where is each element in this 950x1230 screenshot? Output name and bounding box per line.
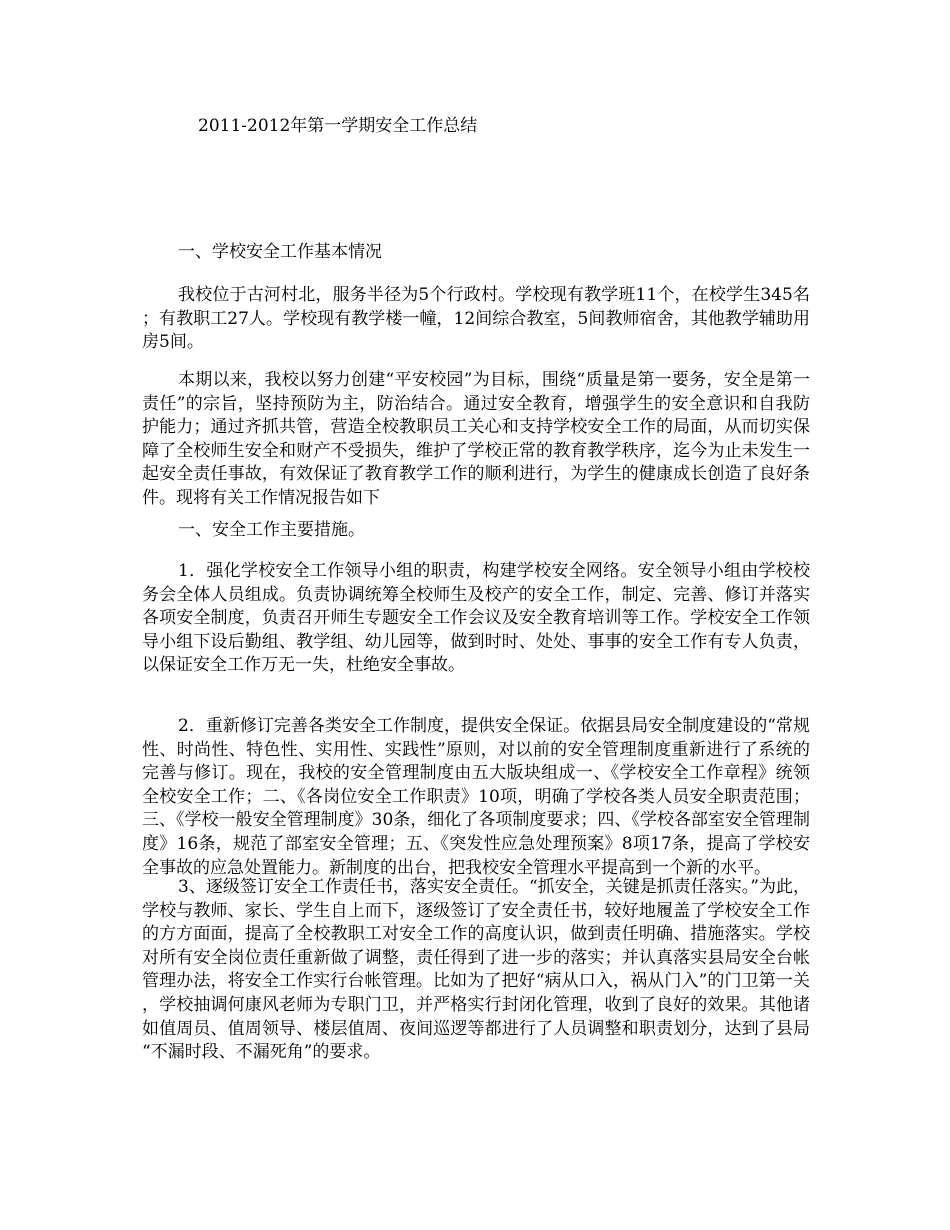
section-heading-basic-situation: 一、学校安全工作基本情况 [178, 242, 382, 262]
paragraph-measure-1: 1．强化学校安全工作领导小组的职责，构建学校安全网络。安全领导小组由学校校务会全体人员组成。负责协调统筹全校师生及校产的安全工作，制定、完善、修订并落实各项安全制度，负责召开师生专题安全工作会议及安全教育培训等工作。学校安全工作领导小组下设后勤组、教学组、幼儿园等，做到时时、处处、事事的安全工作有专人负责，以保证安全工作万无一失，杜绝安全事故。 [142, 561, 810, 676]
paragraph-school-basic-info: 我校位于古河村北，服务半径为5个行政村。学校现有教学班11个，在校学生345名；有教职工27人。学校现有教学楼一幢，12间综合教室，5间教师宿舍，其他教学辅助用房5间。 [142, 285, 810, 353]
section-heading-main-measures: 一、安全工作主要措施。 [178, 520, 365, 540]
paragraph-measure-2: 2．重新修订完善各类安全工作制度，提供安全保证。依据县局安全制度建设的“常规性、时尚性、特色性、实用性、实践性”原则，对以前的安全管理制度重新进行了系统的完善与修订。现在，我校的安全管理制度由五大版块组成一、《学校安全工作章程》统领全校安全工作；二、《各岗位安全工作职责》10项，明确了学校各类人员安全职责范围；三、《学校一般安全管理制度》30条，细化了各项制度要求；四、《学校各部室安全管理制度》16条，规范了部室安全管理；五、《突发性应急处理预案》8项17条，提高了学校安全事故的应急处置能力。新制度的出台，把我校安全管理水平提高到一个新的水平。 [142, 716, 810, 878]
document-title: 2011-2012年第一学期安全工作总结 [198, 116, 478, 136]
paragraph-introduction: 本期以来，我校以努力创建“平安校园”为目标，围绕“质量是第一要务，安全是第一责任”的宗旨，坚持预防为主，防治结合。通过安全教育，增强学生的安全意识和自我防护能力；通过齐抓共管，营造全校教职员工关心和支持学校安全工作的局面，从而切实保障了全校师生安全和财产不受损失，维护了学校正常的教育教学秩序，迄今为止未发生一起安全责任事故，有效保证了教育教学工作的顺利进行，为学生的健康成长创造了良好条件。现将有关工作情况报告如下 [142, 370, 810, 508]
paragraph-measure-3: 3、逐级签订安全工作责任书，落实安全责任。“抓安全，关键是抓责任落实。”为此，学校与教师、家长、学生自上而下，逐级签订了安全责任书，较好地履盖了学校安全工作的方方面面，提高了全校教职工对安全工作的高度认识，做到责任明确、措施落实。学校对所有安全岗位责任重新做了调整，责任得到了进一步的落实；并认真落实县局安全台帐管理办法，将安全工作实行台帐管理。比如为了把好“病从口入，祸从门入”的门卫第一关，学校抽调何康风老师为专职门卫，并严格实行封闭化管理，收到了良好的效果。其他诸如值周员、值周领导、楼层值周、夜间巡逻等都进行了人员调整和职责划分，达到了县局“不漏时段、不漏死角”的要求。 [142, 877, 810, 1063]
